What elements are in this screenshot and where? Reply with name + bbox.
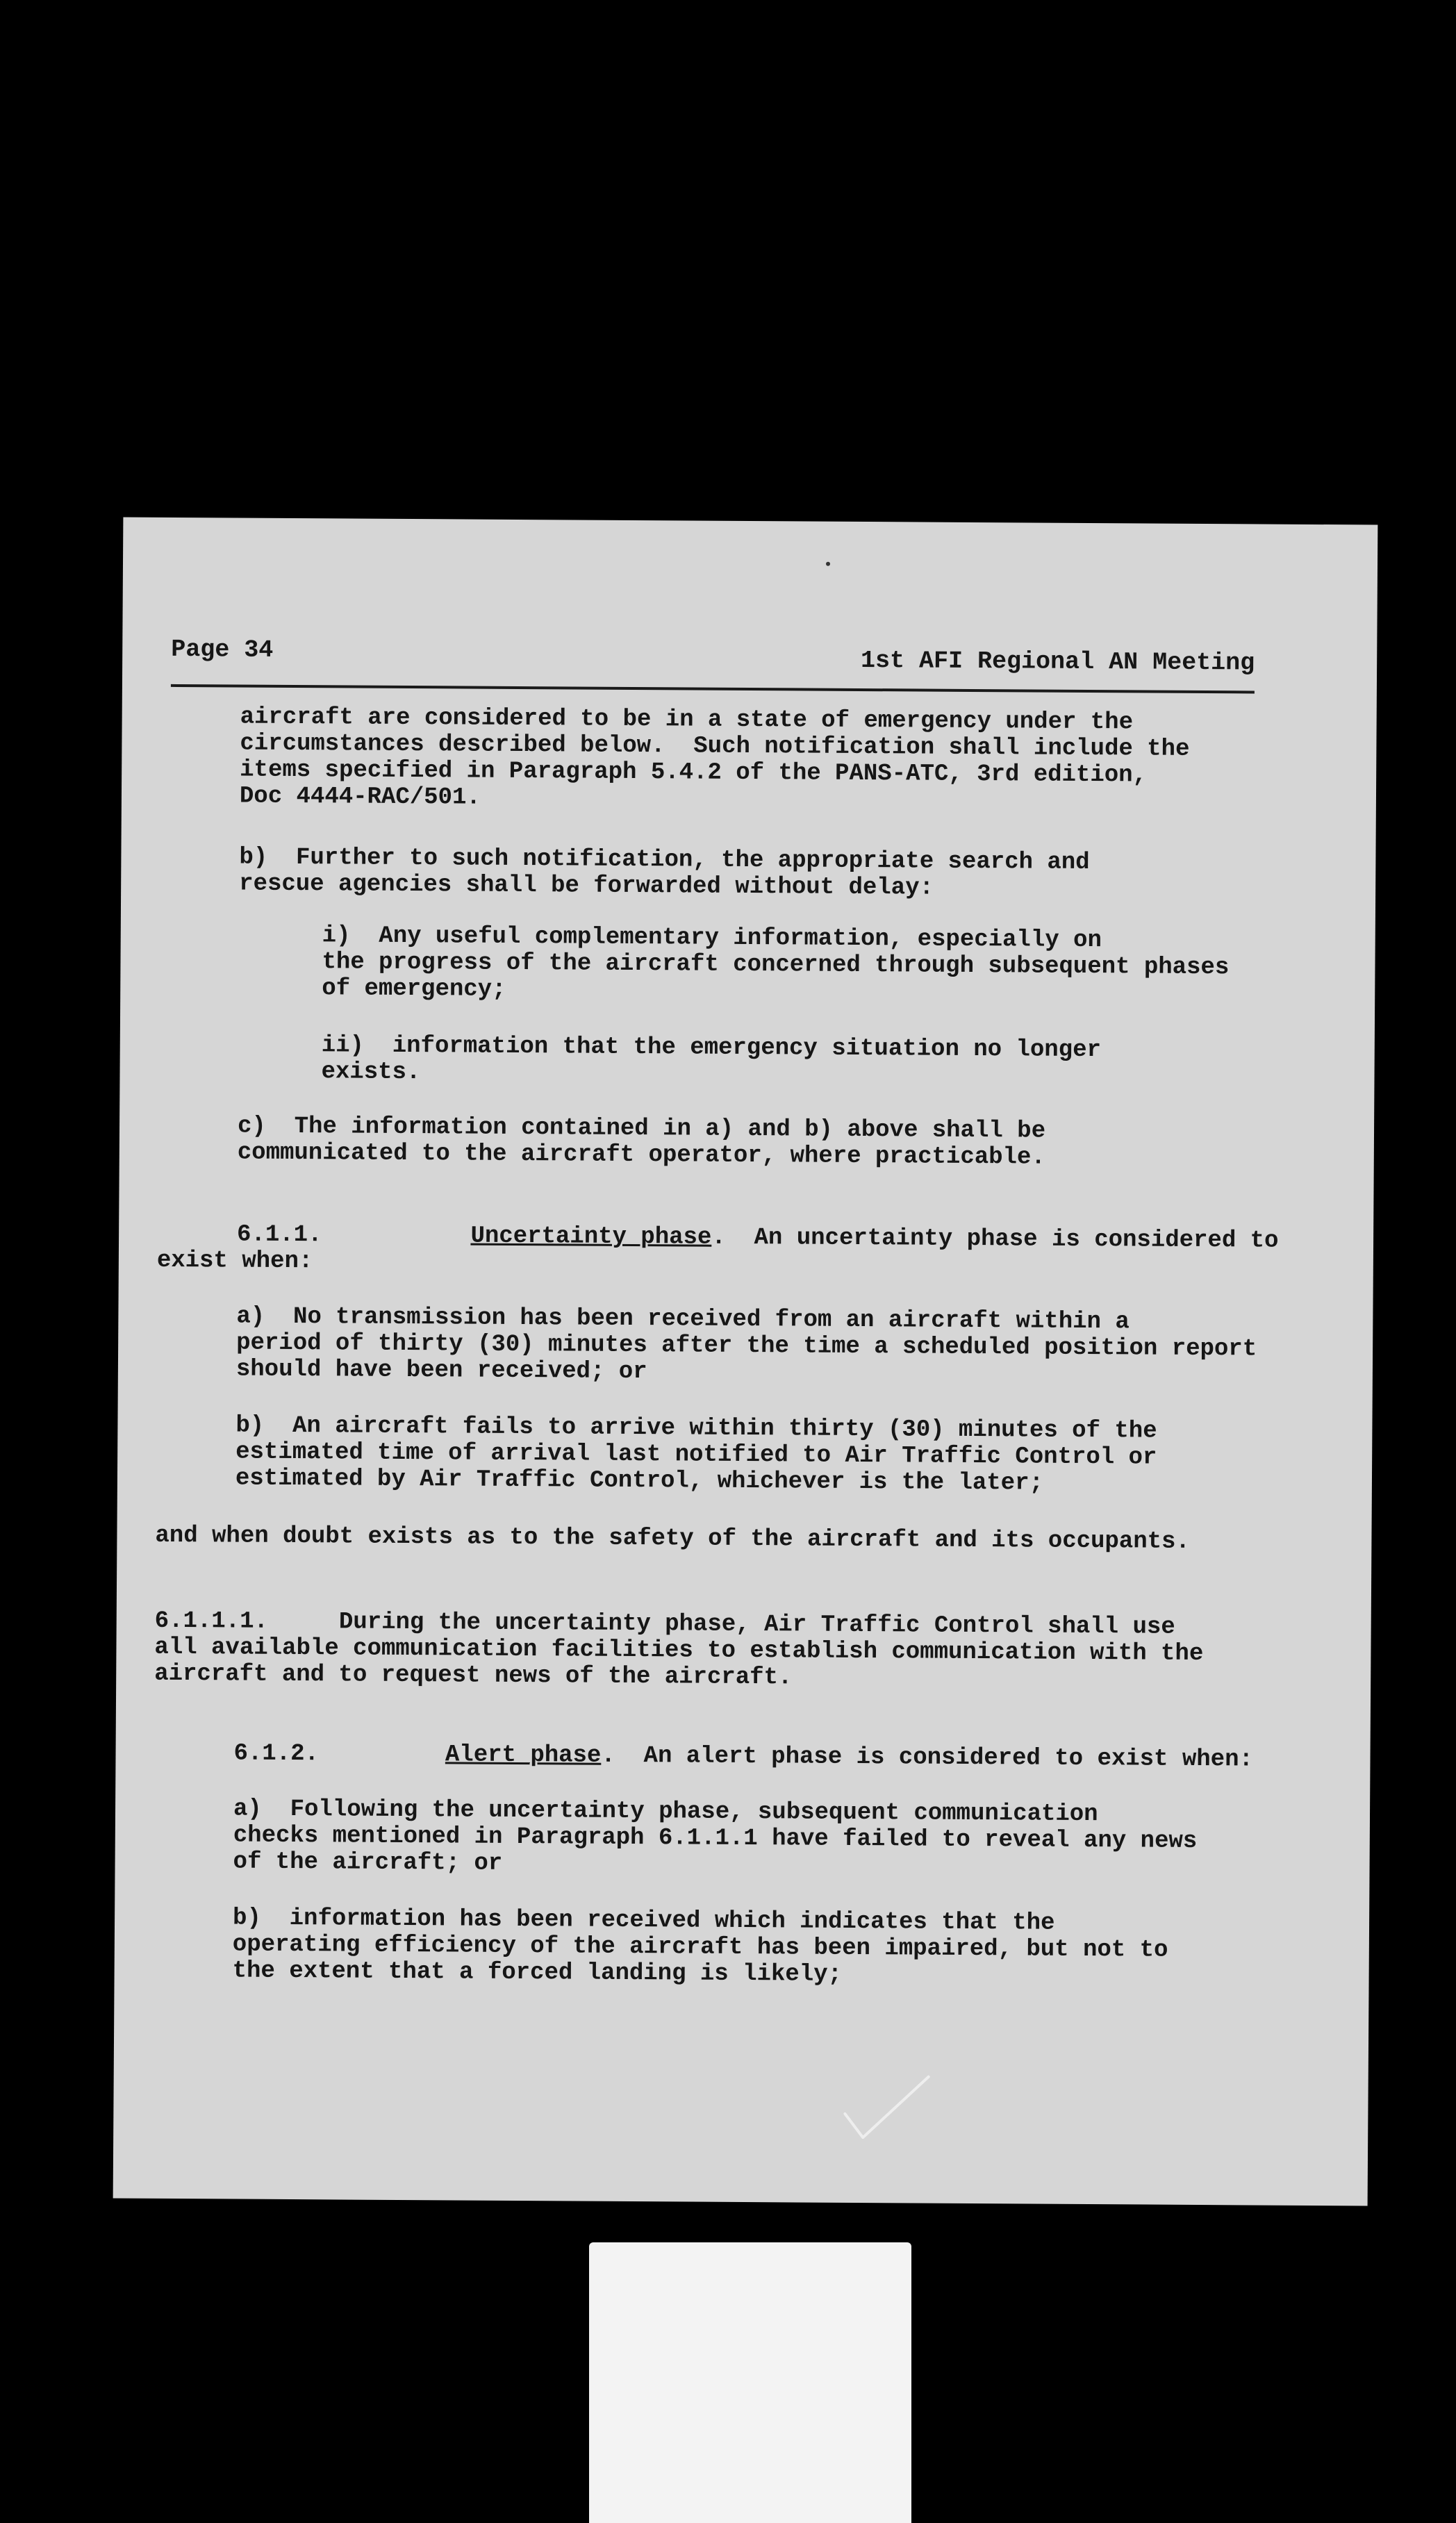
section-611-item-b: b) An aircraft fails to arrive within thirty (30) minutes of the estimated time of arrival last notified to Air Traffic Control or estimated by Air Traffic Control, whichever is the later; [235, 1412, 1157, 1497]
meeting-title: 1st AFI Regional AN Meeting [860, 646, 1255, 677]
document-page [113, 518, 1378, 2206]
page-header [171, 636, 1255, 694]
section-612-item-b: b) information has been received which indicates that the operating efficiency of the aircraft has been impaired, but not to the extent that a forced landing is likely; [232, 1905, 1168, 1988]
page-number: Page 34 [171, 635, 274, 664]
pencil-check-mark [839, 2071, 937, 2155]
intro-paragraph: aircraft are considered to be in a state of emergency under the circumstances described below. Such notification shall include the items specified in Paragraph 5.4.2 of the PANS-ATC, 3rd edition, Doc 4444-RAC/501. [239, 704, 1190, 811]
section-6111-paragraph: 6.1.1.1. During the uncertainty phase, Air Traffic Control shall use all available communication facilities to establish communication with the aircraft and to request news of the aircraft. [154, 1607, 1204, 1691]
item-b-further-notification: b) Further to such notification, the appropriate search and rescue agencies shall be forwarded without delay: [239, 844, 1090, 902]
margin-dot [826, 562, 830, 566]
section-612-number: 6.1.2. [233, 1740, 320, 1768]
section-612-text: . An alert phase is considered to exist when: [601, 1742, 1254, 1773]
section-611-heading [237, 1222, 1279, 1255]
section-612-heading [233, 1741, 1253, 1773]
section-611-title: Uncertainty phase [470, 1223, 712, 1251]
section-611-number: 6.1.1. [236, 1221, 322, 1249]
section-611-text: . An uncertainty phase is considered to [711, 1224, 1279, 1255]
section-611-doubt-clause: and when doubt exists as to the safety of the aircraft and its occupants. [155, 1522, 1190, 1555]
item-b-i-complementary-info: i) Any useful complementary information, especially on the progress of the aircraft concerned through subsequent phases of emergency; [322, 923, 1230, 1003]
section-611-continuation: exist when: [156, 1247, 313, 1275]
section-612-item-a: a) Following the uncertainty phase, subsequent communication checks mentioned in Paragraph 6.1.1.1 have failed to reveal any news of the aircraft; or [233, 1796, 1198, 1877]
section-612-title: Alert phase [445, 1742, 602, 1769]
item-c-operator-communication: c) The information contained in a) and b) above shall be communicated to the aircraft operator, where practicable. [237, 1113, 1046, 1171]
item-b-ii-emergency-ended: ii) information that the emergency situation no longer exists. [321, 1032, 1102, 1086]
calibration-card [589, 2242, 911, 2523]
section-611-item-a: a) No transmission has been received from an aircraft within a period of thirty (30) minutes after the time a scheduled position report should have been received; or [235, 1303, 1257, 1386]
